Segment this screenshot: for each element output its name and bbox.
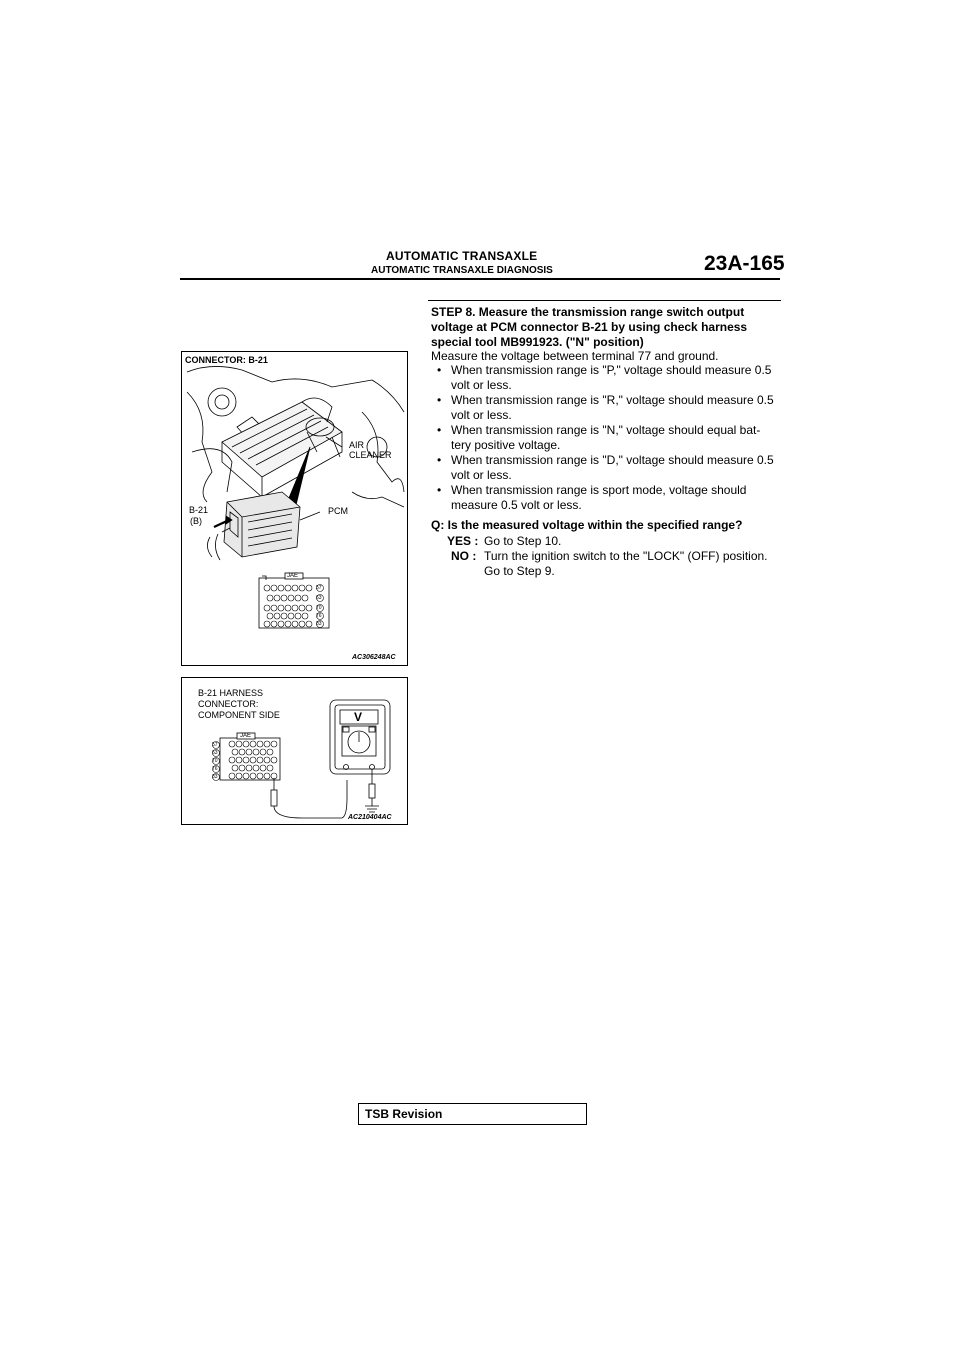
question: Q: Is the measured voltage within the specified range?	[431, 518, 743, 532]
harness-label-line1: B-21 HARNESS	[198, 688, 264, 698]
pin-label-76: 76	[316, 613, 322, 619]
step-heading: STEP 8. Measure the transmission range switch output voltage at PCM connector B-21 by using check harness special tool MB991923. ("N" position)	[431, 305, 748, 349]
b21-label-line2: (B)	[190, 516, 202, 526]
header-title: AUTOMATIC TRANSAXLE	[386, 249, 538, 263]
page-number: 23A-165	[704, 252, 785, 275]
connector-label: CONNECTOR: B-21	[185, 355, 268, 365]
header-subtitle: AUTOMATIC TRANSAXLE DIAGNOSIS	[371, 265, 553, 276]
pin-label-63: 63	[316, 595, 322, 601]
tsb-revision-label: TSB Revision	[365, 1107, 443, 1121]
answer-no-label: NO :	[451, 549, 477, 563]
step-intro: Measure the voltage between terminal 77 and ground.	[431, 349, 719, 363]
pin-label-63: 63	[212, 750, 218, 756]
air-cleaner-label-line2: CLEANER	[349, 450, 392, 460]
b21-label-line1: B-21	[189, 505, 209, 515]
list-item: • When transmission range is "P," voltage should measure 0.5 volt or less.	[437, 363, 772, 392]
pin-label-70: 70	[212, 758, 218, 764]
tsb-revision-box	[358, 1103, 587, 1125]
answer-no	[451, 549, 791, 581]
figure-code: AC210404AC	[348, 814, 392, 821]
pin-label-83: 83	[316, 621, 322, 627]
pin-label-57: 57	[212, 742, 218, 748]
pin-label-70: 70	[316, 605, 322, 611]
pcm-label: PCM	[328, 506, 348, 516]
figure-voltmeter-connection	[181, 677, 408, 825]
pin-label-76: 76	[212, 766, 218, 772]
air-cleaner-label-line1: AIR	[349, 440, 365, 450]
jae-label: JAE	[287, 573, 299, 579]
voltage-criteria-list	[437, 363, 782, 513]
answer-no-text: Turn the ignition switch to the "LOCK" (OFF) position. Go to Step 9.	[484, 549, 768, 578]
list-item: • When transmission range is "D," voltage should measure 0.5 volt or less.	[437, 453, 774, 482]
section-rule	[428, 300, 781, 301]
pin-label-57: 57	[316, 585, 322, 591]
answer-yes-label: YES :	[447, 534, 479, 548]
header-rule	[180, 278, 780, 280]
list-item: • When transmission range is "N," voltage should equal bat- tery positive voltage.	[437, 423, 761, 452]
harness-label-line2: CONNECTOR:	[198, 699, 259, 709]
jae-label: JAE	[240, 733, 252, 739]
figure-connector-location	[181, 351, 408, 666]
figure-code: AC306248AC	[352, 654, 396, 661]
answer-yes-text: Go to Step 10.	[484, 534, 562, 548]
list-item: • When transmission range is sport mode, voltage should measure 0.5 volt or less.	[437, 483, 747, 512]
pin-label-83: 83	[212, 774, 218, 780]
answer-yes	[447, 534, 787, 550]
voltmeter-symbol: V	[354, 710, 363, 724]
engine-compartment-illustration	[182, 352, 407, 665]
harness-label-line3: COMPONENT SIDE	[198, 710, 280, 720]
list-item: • When transmission range is "R," voltage should measure 0.5 volt or less.	[437, 393, 774, 422]
